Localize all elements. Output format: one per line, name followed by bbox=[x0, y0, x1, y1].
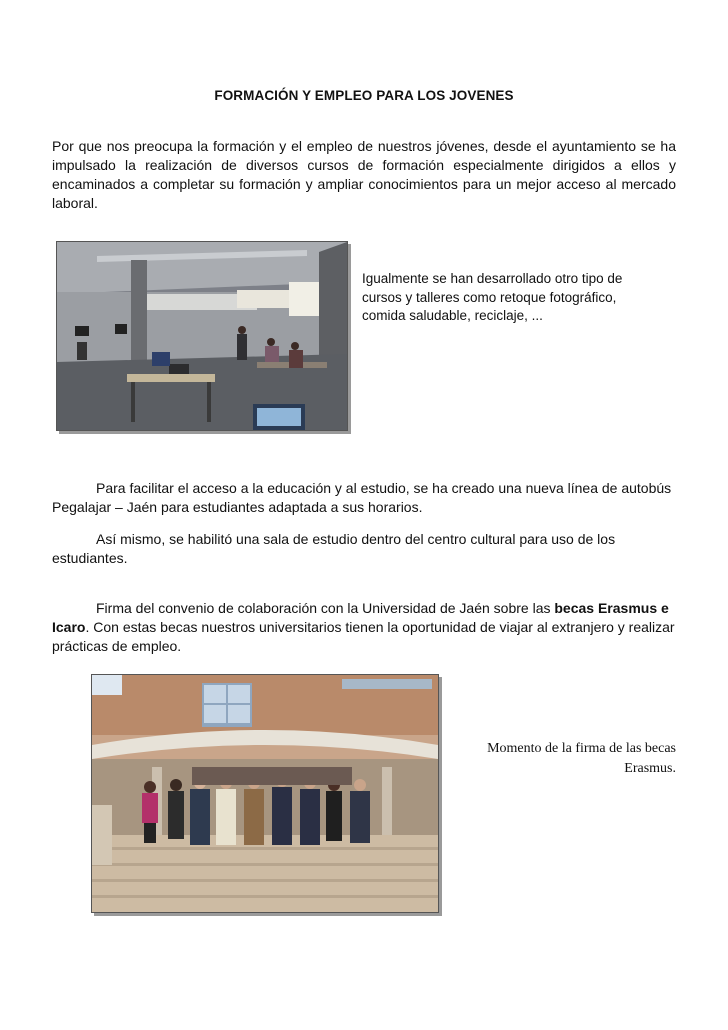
agreement-text-after: . Con estas becas nuestros universitarios tienen la oportunidad de viajar al extranjero y realizar prácticas de empleo. bbox=[52, 619, 675, 654]
agreement-paragraph bbox=[52, 599, 676, 656]
bus-paragraph: Para facilitar el acceso a la educación y al estudio, se ha creado una nueva línea de autobús Pegalajar – Jaén para estudiantes adaptada a sus horarios. bbox=[52, 480, 672, 515]
intro-paragraph: Por que nos preocupa la formación y el empleo de nuestros jóvenes, desde el ayuntamiento se ha impulsado la realización de diversos cursos de formación especialmente dirigidos a ellos y encaminados a completar su formación y ampliar conocimientos para un mejor acceso al mercado laboral. bbox=[52, 138, 676, 211]
classroom-caption: Igualmente se han desarrollado otro tipo de cursos y talleres como retoque fotográfico, comida saludable, reciclaje, ... bbox=[362, 271, 623, 323]
study-room-paragraph: Así mismo, se habilitó una sala de estudio dentro del centro cultural para uso de los estudiantes. bbox=[52, 531, 616, 566]
page-title: FORMACIÓN Y EMPLEO PARA LOS JOVENES bbox=[214, 88, 514, 103]
group-photo bbox=[91, 674, 439, 913]
group-photo-caption: Momento de la firma de las becas Erasmus. bbox=[487, 741, 676, 776]
agreement-text-bold: becas Erasmus e Icaro bbox=[52, 600, 669, 635]
classroom-photo bbox=[56, 241, 348, 431]
agreement-text-before: Firma del convenio de colaboración con la Universidad de Jaén sobre las bbox=[96, 600, 555, 616]
